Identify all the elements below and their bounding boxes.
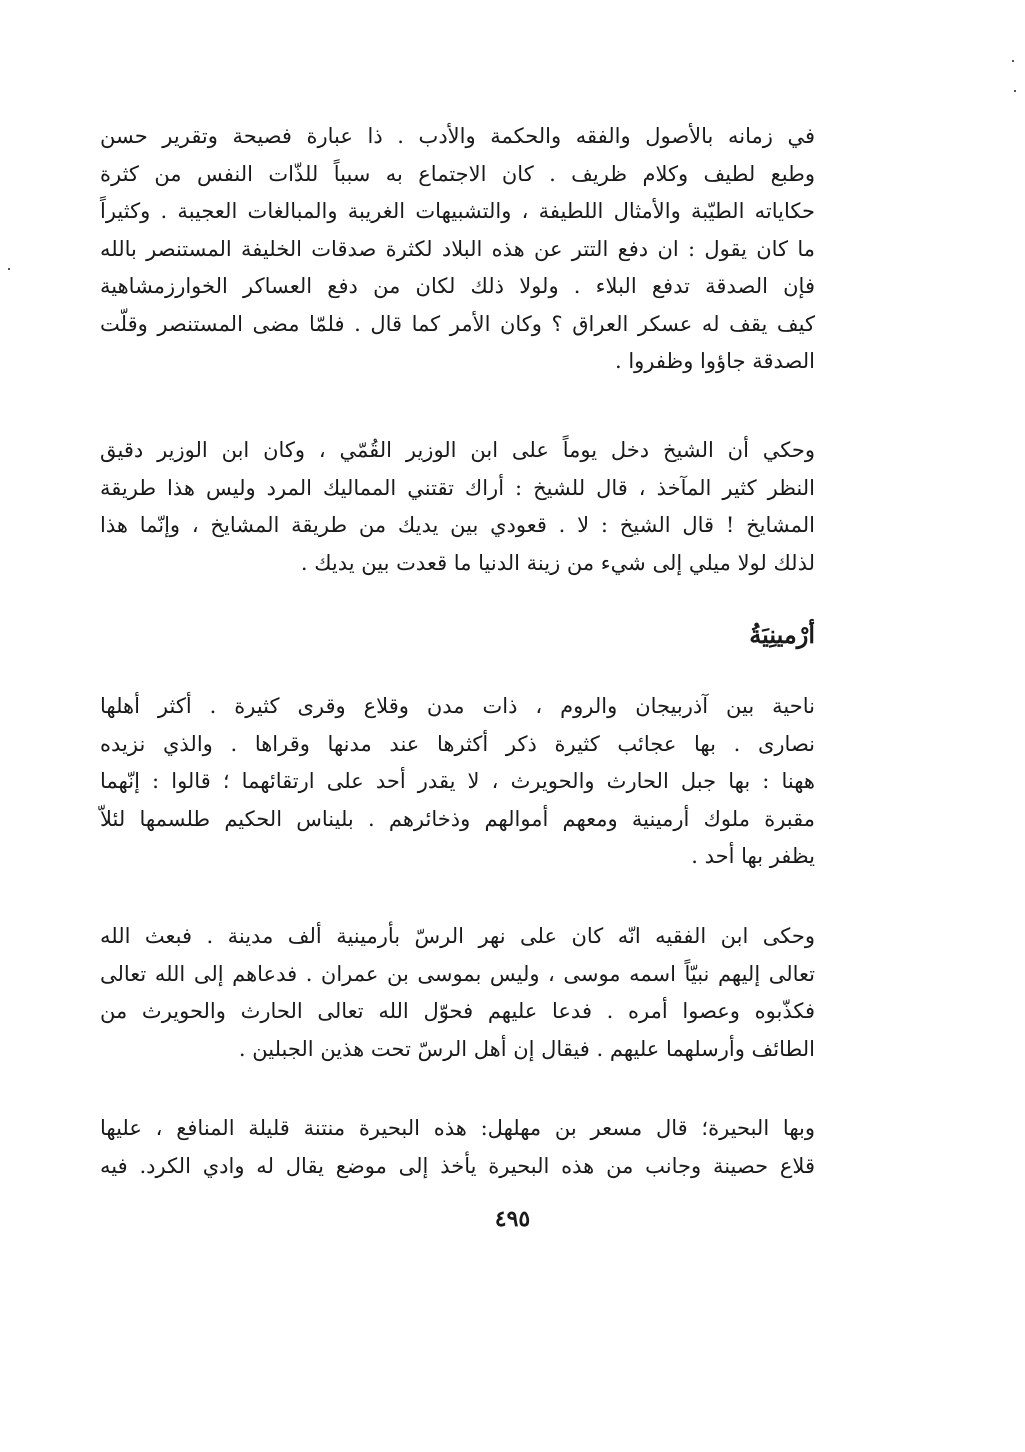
paragraph-line: الصدقة جاؤوا وظفروا . (614, 349, 815, 373)
paragraph-line: حكاياته الطيّبة والأمثال اللطيفة ، والتشبيهات الغريبة والمبالغات العجيبة . وكثيراً (100, 199, 815, 223)
paragraph-line: يظفر بها أحد . (691, 844, 815, 868)
paragraph-2 (100, 432, 815, 582)
paragraph-line: فإن الصدقة تدفع البلاء . ولولا ذلك لكان من دفع العساكر الخوارزمشاهية (100, 274, 815, 298)
paragraph-line: وحكى ابن الفقيه انّه كان على نهر الرسّ بأرمينية ألف مدينة . فبعث الله (100, 924, 815, 948)
paragraph-line: ما كان يقول : ان دفع التتر عن هذه البلاد لكثرة صدقات الخليفة المستنصر بالله (100, 236, 815, 261)
paragraph-line: ناحية بين آذربيجان والروم ، ذات مدن وقلاع وقرى كثيرة . أكثر أهلها (100, 694, 815, 718)
paragraph-line: وطبع لطيف وكلام ظريف . كان الاجتماع به سبباً للذّات النفس من كثرة (100, 161, 815, 186)
paragraph-1 (100, 118, 815, 381)
section-heading: أرْمينِيَةُ (749, 620, 815, 649)
scan-speck (8, 268, 10, 270)
scan-speck (1012, 60, 1014, 62)
paragraph-line: كيف يقف له عسكر العراق ؟ وكان الأمر كما قال . فلمّا مضى المستنصر وقلّت (100, 311, 815, 336)
paragraph-line: النظر كثير المآخذ ، قال للشيخ : أراك تقتني المماليك المرد وليس هذا طريقة (100, 475, 815, 500)
scan-speck (1014, 90, 1016, 92)
paragraph-line: الطائف وأرسلهما عليهم . فيقال إن أهل الرسّ تحت هذين الجبلين . (238, 1036, 815, 1061)
paragraph-line: نصارى . بها عجائب كثيرة ذكر أكثرها عند مدنها وقراها . والذي نزيده (100, 731, 815, 756)
paragraph-line: مقبرة ملوك أرمينية ومعهم أموالهم وذخائرهم . بليناس الحكيم طلسمها لئلاّ (100, 806, 815, 831)
paragraph-line: فكذّبوه وعصوا أمره . فدعا عليهم فحوّل الله تعالى الحارث والحويرث من (100, 999, 815, 1023)
paragraph-line: في زمانه بالأصول والفقه والحكمة والأدب . ذا عبارة فصيحة وتقرير حسن (100, 124, 815, 148)
paragraph-line: وبها البحيرة؛ قال مسعر بن مهلهل: هذه البحيرة منتنة قليلة المنافع ، عليها (100, 1116, 815, 1140)
paragraph-line: وحكي أن الشيخ دخل يوماً على ابن الوزير القُمّي ، وكان ابن الوزير دقيق (100, 438, 815, 462)
paragraph-line: قلاع حصينة وجانب من هذه البحيرة يأخذ إلى موضع يقال له وادي الكرد. فيه (100, 1153, 815, 1178)
paragraph-line: ههنا : بها جبل الحارث والحويرث ، لا يقدر أحد على ارتقائهما ؛ قالوا : إنّهما (100, 769, 815, 793)
paragraph-line: تعالى إليهم نبيّاً اسمه موسى ، وليس بموسى بن عمران . فدعاهم إلى الله تعالى (100, 961, 815, 986)
paragraph-3 (100, 688, 815, 876)
page-number: ٤٩٥ (494, 1206, 531, 1232)
paragraph-line: المشايخ ! قال الشيخ : لا . قعودي بين يديك من طريقة المشايخ ، وإنّما هذا (100, 513, 815, 537)
paragraph-4 (100, 918, 815, 1068)
paragraph-5 (100, 1110, 815, 1185)
paragraph-line: لذلك لولا ميلي إلى شيء من زينة الدنيا ما قعدت بين يديك . (300, 550, 815, 575)
